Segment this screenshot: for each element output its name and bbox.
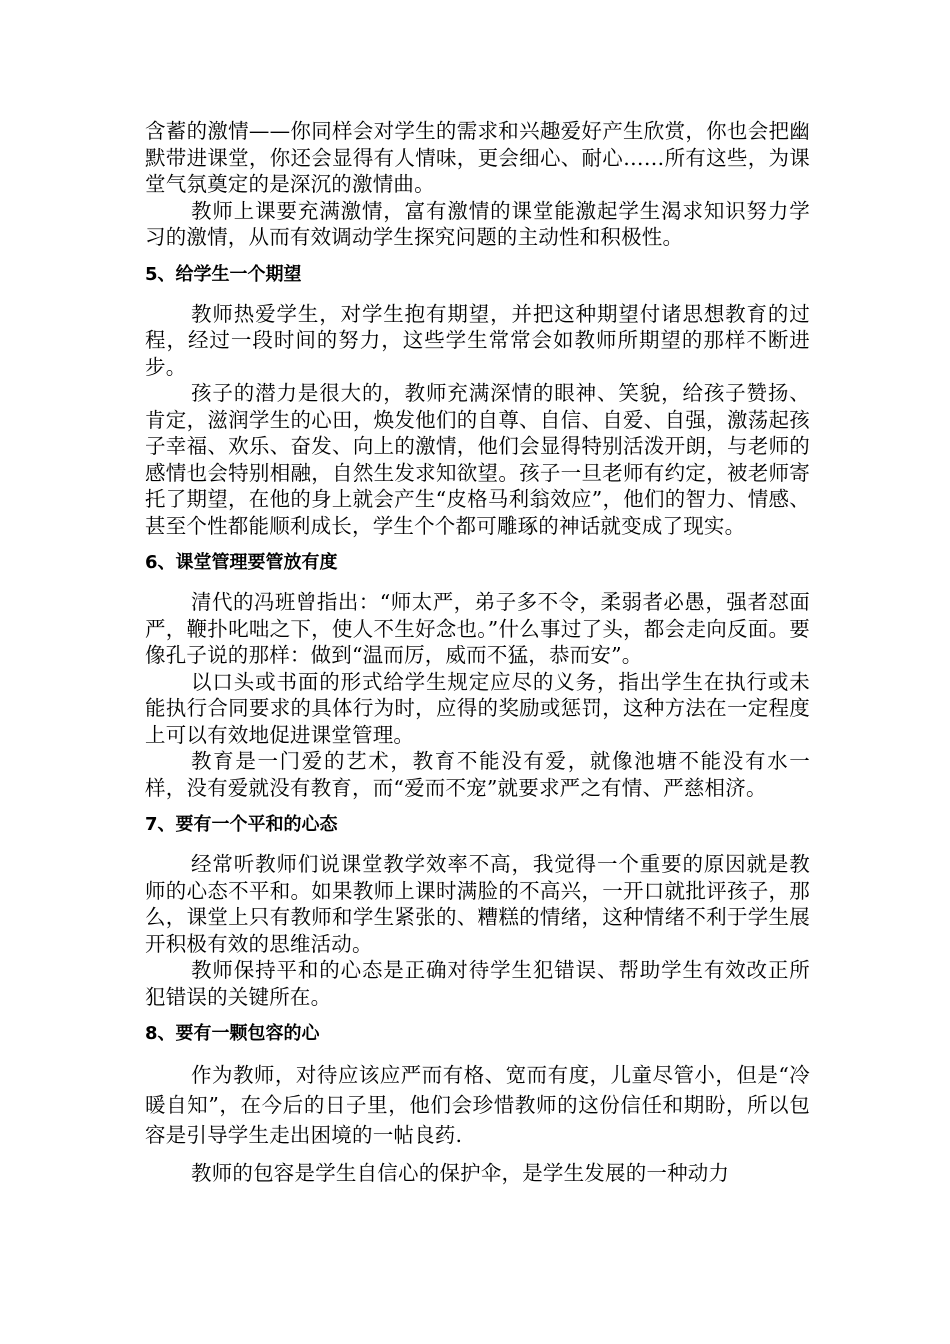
intro-paragraph-1: 含蓄的激情——你同样会对学生的需求和兴趣爱好产生欣赏，你也会把幽默带进课堂，你还会显得有人情味，更会细心、耐心……所有这些，为课堂气氛奠定的是深沉的激情曲。 xyxy=(145,119,810,196)
section-6-paragraph-3: 教育是一门爱的艺术，教育不能没有爱，就像池塘不能没有水一样，没有爱就没有教育，而“爱而不宠”就要求严之有情、严慈相济。 xyxy=(145,749,810,800)
section-7-heading: 7、要有一个平和的心态 xyxy=(145,814,338,835)
section-6-heading: 6、课堂管理要管放有度 xyxy=(145,552,338,573)
section-8-paragraph-2: 教师的包容是学生自信心的保护伞，是学生发展的一种动力 xyxy=(191,1161,730,1185)
section-8-heading: 8、要有一颗包容的心 xyxy=(145,1023,320,1044)
document-page xyxy=(145,118,810,1187)
section-5-heading: 5、给学生一个期望 xyxy=(145,263,302,285)
section-8-paragraph-1: 作为教师，对待应该应严而有格、宽而有度，儿童尽管小，但是“冷暖自知”，在今后的日子里，他们会珍惜教师的这份信任和期盼，所以包容是引导学生走出困境的一帖良药. xyxy=(145,1063,810,1147)
section-6-paragraph-2: 以口头或书面的形式给学生规定应尽的义务，指出学生在执行或未能执行合同要求的具体行为时，应得的奖励或惩罚，这种方法在一定程度上可以有效地促进课堂管理。 xyxy=(145,669,810,747)
intro-paragraph-2: 教师上课要充满激情，富有激情的课堂能激起学生渴求知识努力学习的激情，从而有效调动学生探究问题的主动性和积极性。 xyxy=(145,198,810,249)
section-5-paragraph-2: 孩子的潜力是很大的，教师充满深情的眼神、笑貌，给孩子赞扬、肯定，滋润学生的心田，焕发他们的自尊、自信、自爱、自强，激荡起孩子幸福、欢乐、奋发、向上的激情，他们会显得特别活泼开朗，与老师的感情也会特别相融，自然生发求知欲望。孩子一旦老师有约定，被老师寄托了期望，在他的身上就会产生“皮格马利翁效应”，他们的智力、情感、甚至个性都能顺利成长，学生个个都可雕琢的神话就变成了现实。 xyxy=(145,381,810,538)
section-5-paragraph-1: 教师热爱学生，对学生抱有期望，并把这种期望付诸思想教育的过程，经过一段时间的努力，这些学生常常会如教师所期望的那样不断进步。 xyxy=(145,301,810,379)
section-6-paragraph-1: 清代的冯班曾指出：“师太严，弟子多不令，柔弱者必愚，强者怼面严，鞭扑叱咄之下，使人不生好念也。”什么事过了头，都会走向反面。要像孔子说的那样：做到“温而厉，威而不猛，恭而安”。 xyxy=(145,590,810,667)
paragraph-gap xyxy=(145,1150,810,1160)
section-7-paragraph-1: 经常听教师们说课堂教学效率不高，我觉得一个重要的原因就是教师的心态不平和。如果教师上课时满脸的不高兴，一开口就批评孩子，那么，课堂上只有教师和学生紧张的、糟糕的情绪，这种情绪不利于学生展开积极有效的思维活动。 xyxy=(145,852,810,956)
section-7-paragraph-2: 教师保持平和的心态是正确对待学生犯错误、帮助学生有效改正所犯错误的关键所在。 xyxy=(145,958,810,1009)
